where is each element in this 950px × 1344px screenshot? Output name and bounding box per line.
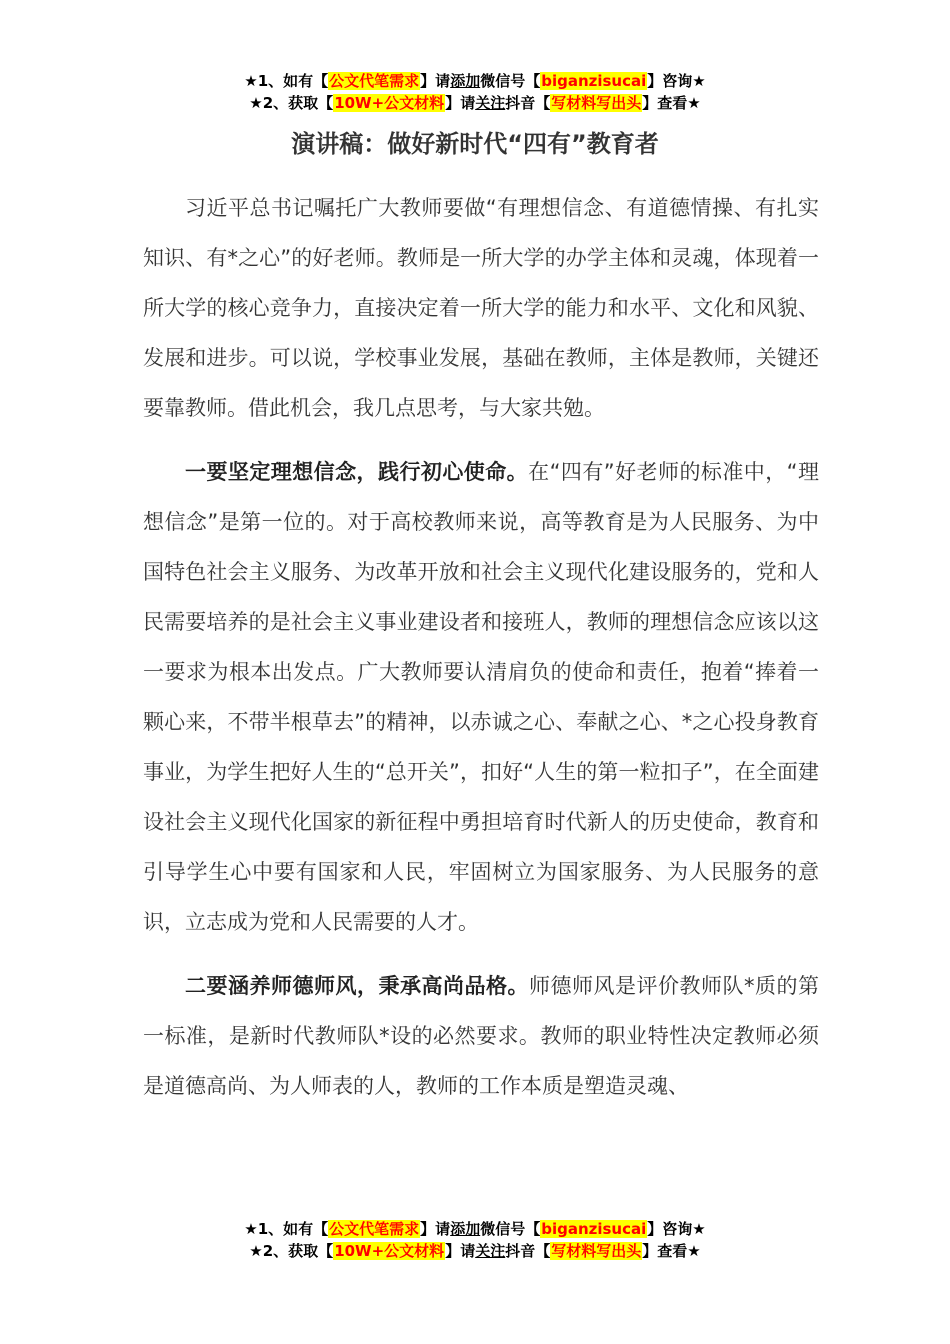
promo-highlight-service: 公文代笔需求 xyxy=(329,72,420,90)
paragraph-heading: 二要涵养师德师风，秉承高尚品格。 xyxy=(185,974,529,998)
paragraph-intro xyxy=(143,183,819,433)
document-body xyxy=(143,183,819,1125)
promo-line-2: ★2、获取【10W+公文材料】请关注抖音【写材料写出头】查看★ xyxy=(249,1242,701,1260)
header-promo-banner xyxy=(0,70,950,114)
paragraph-text: 在“四有”好老师的标准中，“理想信念”是第一位的。对于高校教师来说，高等教育是为人民服务、为中国特色社会主义服务、为改革开放和社会主义现代化建设服务的，党和人民需要培养的是社会主义事业建设者和接班人，教师的理想信念应该以这一要求为根本出发点。广大教师要认清肩负的使命和责任，抱着“捧着一颗心来，不带半根草去”的精神，以赤诚之心、奉献之心、*之心投身教育事业，为学生把好人生的“总开关”，扣好“人生的第一粒扣子”，在全面建设社会主义现代化国家的新征程中勇担培育时代新人的历史使命，教育和引导学生心中要有国家和人民，牢固树立为国家服务、为人民服务的意识，立志成为党和人民需要的人才。 xyxy=(143,460,819,934)
promo-highlight-douyin: 写材料写出头 xyxy=(551,1242,642,1260)
promo-line-1: ★1、如有【公文代笔需求】请添加微信号【biganzisucai】咨询★ xyxy=(244,1220,706,1238)
promo-highlight-douyin: 写材料写出头 xyxy=(551,94,642,112)
paragraph-text: 师德师风是评价教师队*质的第一标准，是新时代教师队*设的必然要求。教师的职业特性决定教师必须是道德高尚、为人师表的人，教师的工作本质是塑造灵魂、 xyxy=(143,974,819,1098)
promo-highlight-wechat-id: biganzisucai xyxy=(541,1220,647,1238)
promo-highlight-wechat-id: biganzisucai xyxy=(541,72,647,90)
promo-highlight-materials: 10W+公文材料 xyxy=(334,1242,445,1260)
promo-line-2: ★2、获取【10W+公文材料】请关注抖音【写材料写出头】查看★ xyxy=(249,94,701,112)
paragraph-point-2 xyxy=(143,961,819,1111)
promo-line-1: ★1、如有【公文代笔需求】请添加微信号【biganzisucai】咨询★ xyxy=(244,72,706,90)
paragraph-text: 习近平总书记嘱托广大教师要做“有理想信念、有道德情操、有扎实知识、有*之心”的好老师。教师是一所大学的办学主体和灵魂，体现着一所大学的核心竞争力，直接决定着一所大学的能力和水平、文化和风貌、发展和进步。可以说，学校事业发展，基础在教师，主体是教师，关键还要靠教师。借此机会，我几点思考，与大家共勉。 xyxy=(143,196,819,420)
promo-highlight-materials: 10W+公文材料 xyxy=(334,94,445,112)
promo-highlight-service: 公文代笔需求 xyxy=(329,1220,420,1238)
paragraph-heading: 一要坚定理想信念，践行初心使命。 xyxy=(185,460,529,484)
footer-promo-banner xyxy=(0,1218,950,1262)
paragraph-point-1 xyxy=(143,447,819,947)
document-title: 演讲稿：做好新时代“四有”教育者 xyxy=(291,130,659,158)
